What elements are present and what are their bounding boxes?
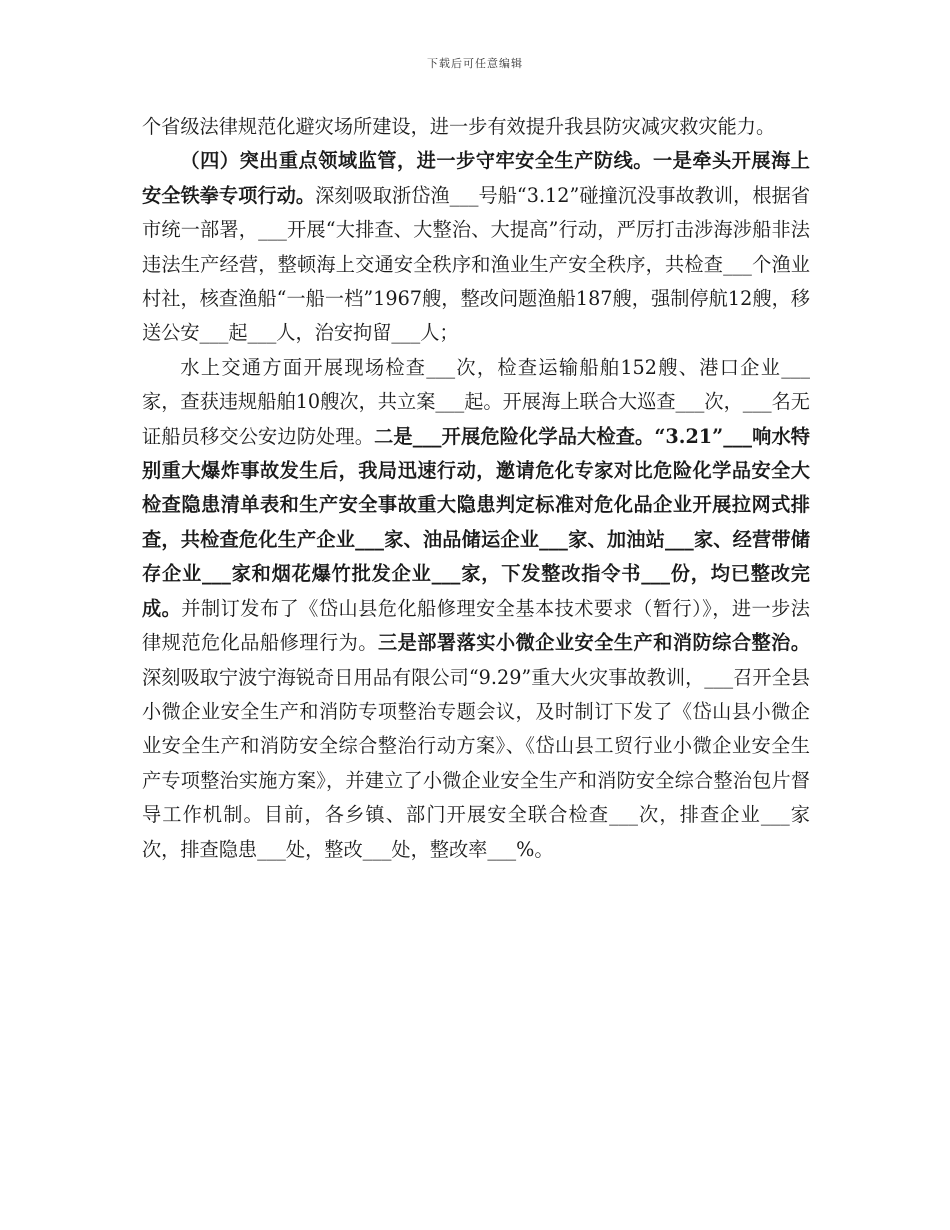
document-body (142, 110, 810, 867)
paragraph-2 (142, 144, 810, 350)
text-run: 水上交通方面开展现场检查___次，检查运输船舶152艘、港口企业___家，查获违规船舶10艘次，共立案___起。开展海上联合大巡查___次，___名无证船员移交公安边防处理。 (142, 355, 810, 448)
bold-heading-run: （四）突出重点领域监管，进一步守牢安全生产防线。一是牵头开展海上安全铁拳专项行动。 (142, 149, 810, 207)
paragraph-3 (142, 351, 810, 867)
text-run: 深刻吸取浙岱渔___号船“3.12”碰撞沉没事故教训，根据省市统一部署，___开展“大排查、大整治、大提高”行动，严厉打击涉海涉船非法违法生产经营，整顿海上交通安全秩序和渔业生产安全秩序，共检查___个渔业村社，核查渔船“一船一档”1967艘，整改问题渔船187艘，强制停航12艘，移送公安___起___人，治安拘留___人； (142, 183, 811, 345)
text-run: 并制订发布了《岱山县危化船修理安全基本技术要求（暂行）》，进一步法律规范危化品船修理行为。 (142, 596, 810, 655)
bold-heading-run: 二是___开展危险化学品大检查。“3.21”___响水特别重大爆炸事故发生后，我局迅速行动，邀请危化专家对比危险化学品安全大检查隐患清单表和生产安全事故重大隐患判定标准对危化品企业开展拉网式排查，共检查危化生产企业___家、油品储运企业___家、加油站___家、经营带储存企业___家和烟花爆竹批发企业___家，下发整改指令书___份，均已整改完成。 (142, 424, 810, 620)
text-run: 深刻吸取宁波宁海锐奇日用品有限公司“9.29”重大火灾事故教训，___召开全县小微企业安全生产和消防专项整治专题会议，及时制订下发了《岱山县小微企业安全生产和消防安全综合整治行动方案》、《岱山县工贸行业小微企业安全生产专项整治实施方案》，并建立了小微企业安全生产和消防安全综合整治包片督导工作机制。目前，各乡镇、部门开展安全联合检查___次，排查企业___家次，排查隐患___处，整改___处，整改率___%。 (142, 665, 810, 861)
text-run: 个省级法律规范化避灾场所建设，进一步有效提升我县防灾减灾救灾能力。 (142, 115, 776, 138)
bold-heading-run: 三是部署落实小微企业安全生产和消防综合整治。 (377, 631, 811, 655)
paragraph-1 (142, 110, 810, 144)
page-header-note: 下载后可任意编辑 (427, 57, 523, 70)
